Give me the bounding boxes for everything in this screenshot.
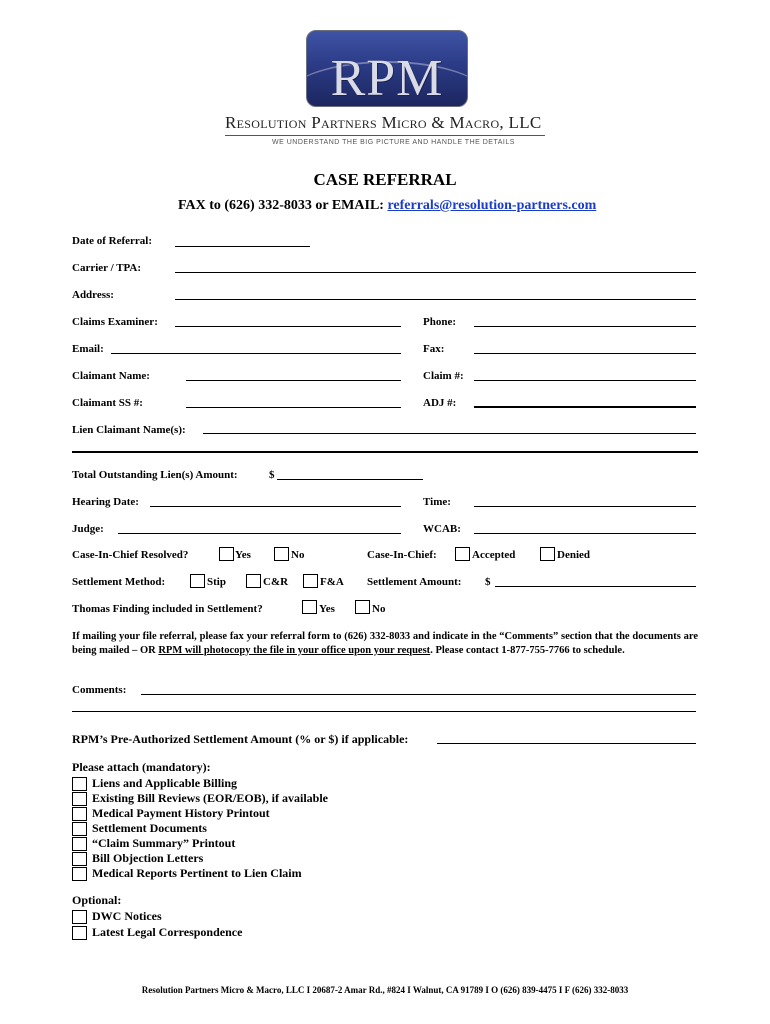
optional-item-label: DWC Notices bbox=[92, 909, 162, 923]
hearing-date-field[interactable] bbox=[150, 506, 401, 507]
mailing-instructions-text: If mailing your file referral, please fax your referral form to (626) 332-8033 and indicate in the “Comments” section that the documents are being mailed – OR bbox=[72, 631, 698, 656]
address-field[interactable] bbox=[175, 299, 696, 300]
attach-item-checkbox[interactable] bbox=[72, 792, 87, 806]
attach-item-checkbox[interactable] bbox=[72, 807, 87, 821]
fa-label: F&A bbox=[320, 576, 344, 588]
attach-item-label: Medical Payment History Printout bbox=[92, 806, 270, 820]
settlement-amount-field[interactable] bbox=[495, 586, 696, 587]
wcab-label: WCAB: bbox=[423, 523, 461, 535]
email-field[interactable] bbox=[111, 353, 401, 354]
attach-item-checkbox[interactable] bbox=[72, 777, 87, 791]
thomas-no-checkbox[interactable] bbox=[355, 600, 370, 614]
lien-claimant-label: Lien Claimant Name(s): bbox=[72, 424, 186, 436]
optional-heading: Optional: bbox=[72, 893, 122, 907]
fax-email-line bbox=[178, 198, 596, 214]
company-name: Resolution Partners Micro & Macro, LLC bbox=[225, 113, 542, 132]
attach-item-checkbox[interactable] bbox=[72, 852, 87, 866]
optional-item-checkbox[interactable] bbox=[72, 910, 87, 924]
thomas-finding-label: Thomas Finding included in Settlement? bbox=[72, 603, 263, 615]
cic-accepted-checkbox[interactable] bbox=[455, 547, 470, 561]
judge-label: Judge: bbox=[72, 523, 104, 535]
attach-item-label: “Claim Summary” Printout bbox=[92, 836, 236, 850]
claimant-name-field[interactable] bbox=[186, 380, 401, 381]
section-divider bbox=[72, 451, 698, 453]
mailing-instructions bbox=[72, 630, 698, 657]
stip-label: Stip bbox=[207, 576, 226, 588]
claimant-ss-field[interactable] bbox=[186, 407, 401, 408]
stip-checkbox[interactable] bbox=[190, 574, 205, 588]
email-label: Email: bbox=[72, 343, 104, 355]
comments-label: Comments: bbox=[72, 684, 127, 696]
claim-number-label: Claim #: bbox=[423, 370, 464, 382]
cic-denied-checkbox[interactable] bbox=[540, 547, 555, 561]
time-field[interactable] bbox=[474, 506, 696, 507]
cic-denied-label: Denied bbox=[557, 549, 590, 561]
cic-resolved-yes-checkbox[interactable] bbox=[219, 547, 234, 561]
claims-examiner-field[interactable] bbox=[175, 326, 401, 327]
rpm-logo bbox=[306, 30, 468, 107]
cic-accepted-label: Accepted bbox=[472, 549, 516, 561]
preauth-settlement-label: RPM’s Pre-Authorized Settlement Amount (% or $) if applicable: bbox=[72, 732, 409, 746]
attach-item-label: Settlement Documents bbox=[92, 821, 207, 835]
comments-field-line-2[interactable] bbox=[72, 711, 696, 712]
adj-number-label: ADJ #: bbox=[423, 397, 457, 409]
photocopy-note: RPM will photocopy the file in your office upon your request bbox=[158, 644, 431, 656]
lien-claimant-field[interactable] bbox=[203, 433, 696, 434]
optional-item-label: Latest Legal Correspondence bbox=[92, 925, 243, 939]
thomas-yes-checkbox[interactable] bbox=[302, 600, 317, 614]
attach-item-label: Existing Bill Reviews (EOR/EOB), if available bbox=[92, 791, 329, 805]
carrier-tpa-field[interactable] bbox=[175, 272, 696, 273]
attach-heading: Please attach (mandatory): bbox=[72, 760, 211, 774]
company-tagline: WE UNDERSTAND THE BIG PICTURE AND HANDLE THE DETAILS bbox=[272, 139, 515, 146]
attach-item-label: Medical Reports Pertinent to Lien Claim bbox=[92, 866, 302, 880]
email-link[interactable]: referrals@resolution-partners.com bbox=[387, 198, 597, 213]
judge-field[interactable] bbox=[118, 533, 401, 534]
time-label: Time: bbox=[423, 496, 451, 508]
mailing-instructions-contact: . Please contact 1-877-755-7766 to schedule. bbox=[430, 644, 625, 656]
claimant-ss-label: Claimant SS #: bbox=[72, 397, 143, 409]
settlement-amount-dollar: $ bbox=[485, 576, 491, 588]
page-title: CASE REFERRAL bbox=[313, 170, 457, 189]
total-outstanding-field[interactable] bbox=[277, 479, 423, 480]
settlement-method-label: Settlement Method: bbox=[72, 576, 166, 588]
fa-checkbox[interactable] bbox=[303, 574, 318, 588]
page-footer: Resolution Partners Micro & Macro, LLC I 20687-2 Amar Rd., #824 I Walnut, CA 91789 I O (626) 839-4475 I F (626) 332-8033 bbox=[141, 985, 629, 995]
claim-number-field[interactable] bbox=[474, 380, 696, 381]
preauth-settlement-field[interactable] bbox=[437, 743, 696, 744]
thomas-no-label: No bbox=[372, 603, 386, 615]
address-label: Address: bbox=[72, 289, 114, 301]
cic-resolved-yes-label: Yes bbox=[235, 549, 251, 561]
cic-resolved-no-label: No bbox=[291, 549, 305, 561]
cr-checkbox[interactable] bbox=[246, 574, 261, 588]
cic-resolved-no-checkbox[interactable] bbox=[274, 547, 289, 561]
fax-label: Fax: bbox=[423, 343, 445, 355]
thomas-yes-label: Yes bbox=[319, 603, 335, 615]
optional-item-checkbox[interactable] bbox=[72, 926, 87, 940]
cic-resolved-label: Case-In-Chief Resolved? bbox=[72, 549, 189, 561]
comments-field-line-1[interactable] bbox=[141, 694, 696, 695]
wcab-field[interactable] bbox=[474, 533, 696, 534]
claimant-name-label: Claimant Name: bbox=[72, 370, 150, 382]
settlement-amount-label: Settlement Amount: bbox=[367, 576, 462, 588]
adj-number-field[interactable] bbox=[474, 406, 696, 408]
carrier-tpa-label: Carrier / TPA: bbox=[72, 262, 142, 274]
attach-item-checkbox[interactable] bbox=[72, 822, 87, 836]
attach-item-checkbox[interactable] bbox=[72, 837, 87, 851]
logo-mark: RPM bbox=[330, 50, 444, 107]
fax-field[interactable] bbox=[474, 353, 696, 354]
company-divider bbox=[225, 135, 545, 136]
total-outstanding-label: Total Outstanding Lien(s) Amount: bbox=[72, 469, 238, 481]
attach-item-checkbox[interactable] bbox=[72, 867, 87, 881]
attach-item-label: Bill Objection Letters bbox=[92, 851, 204, 865]
date-of-referral-label: Date of Referral: bbox=[72, 235, 153, 247]
fax-line-text: FAX to (626) 332-8033 or EMAIL: bbox=[178, 198, 388, 213]
phone-label: Phone: bbox=[423, 316, 456, 328]
claims-examiner-label: Claims Examiner: bbox=[72, 316, 158, 328]
date-of-referral-field[interactable] bbox=[175, 246, 310, 247]
hearing-date-label: Hearing Date: bbox=[72, 496, 139, 508]
total-outstanding-dollar: $ bbox=[269, 469, 275, 481]
attach-item-label: Liens and Applicable Billing bbox=[92, 776, 238, 790]
cic-label: Case-In-Chief: bbox=[367, 549, 437, 561]
phone-field[interactable] bbox=[474, 326, 696, 327]
cr-label: C&R bbox=[263, 576, 289, 588]
